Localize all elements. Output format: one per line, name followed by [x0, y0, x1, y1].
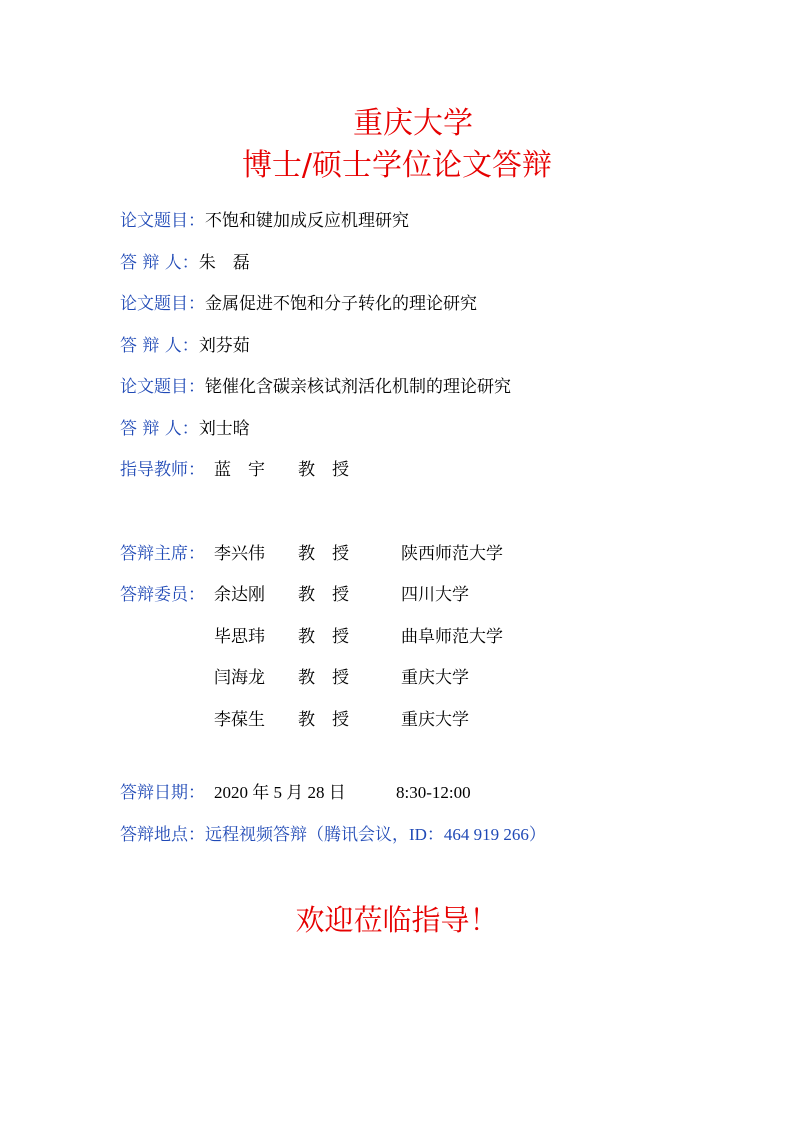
thesis-title-label: 论文题目：	[120, 294, 205, 314]
committee-member-row	[120, 582, 620, 608]
defender-label: 答 辩 人：	[120, 419, 199, 439]
thesis-title-row-1	[120, 208, 409, 234]
advisor-name: 蓝 宇	[214, 460, 265, 480]
thesis-title: 不饱和键加成反应机理研究	[205, 211, 409, 231]
defender-label: 答 辩 人：	[120, 336, 199, 356]
advisor-label: 指导教师：	[120, 460, 205, 480]
advisor-rank: 教 授	[298, 460, 349, 480]
defense-time: 8:30-12:00	[396, 783, 471, 802]
committee-member-row	[120, 707, 620, 733]
committee-chair-row	[120, 541, 620, 567]
thesis-title-row-2	[120, 291, 477, 317]
defense-place: 远程视频答辩（腾讯会议，ID：464 919 266）	[205, 825, 546, 844]
member-name: 闫海龙	[214, 668, 265, 688]
defender-row-2	[120, 333, 250, 359]
thesis-title-row-3	[120, 374, 511, 400]
member-org: 曲阜师范大学	[401, 627, 503, 647]
committee-member-row	[120, 665, 620, 691]
member-org: 四川大学	[401, 585, 469, 605]
thesis-title-label: 论文题目：	[120, 211, 205, 231]
welcome-message: 欢迎莅临指导！	[295, 903, 499, 937]
defense-subtitle: 博士/硕士学位论文答辩	[241, 148, 553, 183]
advisor-row	[120, 457, 520, 483]
chair-rank: 教 授	[298, 544, 349, 564]
thesis-title-label: 论文题目：	[120, 377, 205, 397]
university-title: 重庆大学	[353, 106, 473, 141]
committee-chair-label: 答辩主席：	[120, 544, 205, 564]
member-name: 毕思玮	[214, 627, 265, 647]
member-rank: 教 授	[298, 627, 349, 647]
committee-member-label: 答辩委员：	[120, 585, 205, 605]
chair-org: 陕西师范大学	[401, 544, 503, 564]
member-rank: 教 授	[298, 710, 349, 730]
defense-place-row	[120, 822, 546, 848]
defender-name: 朱 磊	[198, 253, 250, 273]
member-name: 李葆生	[214, 710, 265, 730]
thesis-title: 金属促进不饱和分子转化的理论研究	[205, 294, 477, 314]
chair-name: 李兴伟	[214, 544, 265, 564]
committee-member-row	[120, 624, 620, 650]
defense-place-label: 答辩地点：	[120, 825, 205, 845]
defender-row-1	[120, 250, 250, 276]
member-rank: 教 授	[298, 668, 349, 688]
member-rank: 教 授	[298, 585, 349, 605]
defense-date-row	[120, 780, 620, 806]
defense-date-label: 答辩日期：	[120, 783, 205, 803]
member-name: 余达刚	[214, 585, 265, 605]
defender-label: 答 辩 人：	[120, 253, 199, 273]
defender-name: 刘芬茹	[198, 336, 250, 356]
member-org: 重庆大学	[401, 710, 469, 730]
thesis-title: 铑催化含碳亲核试剂活化机制的理论研究	[205, 377, 511, 397]
defender-row-3	[120, 416, 250, 442]
defense-date: 2020 年 5 月 28 日	[214, 783, 346, 802]
defender-name: 刘士晗	[198, 419, 250, 439]
member-org: 重庆大学	[401, 668, 469, 688]
